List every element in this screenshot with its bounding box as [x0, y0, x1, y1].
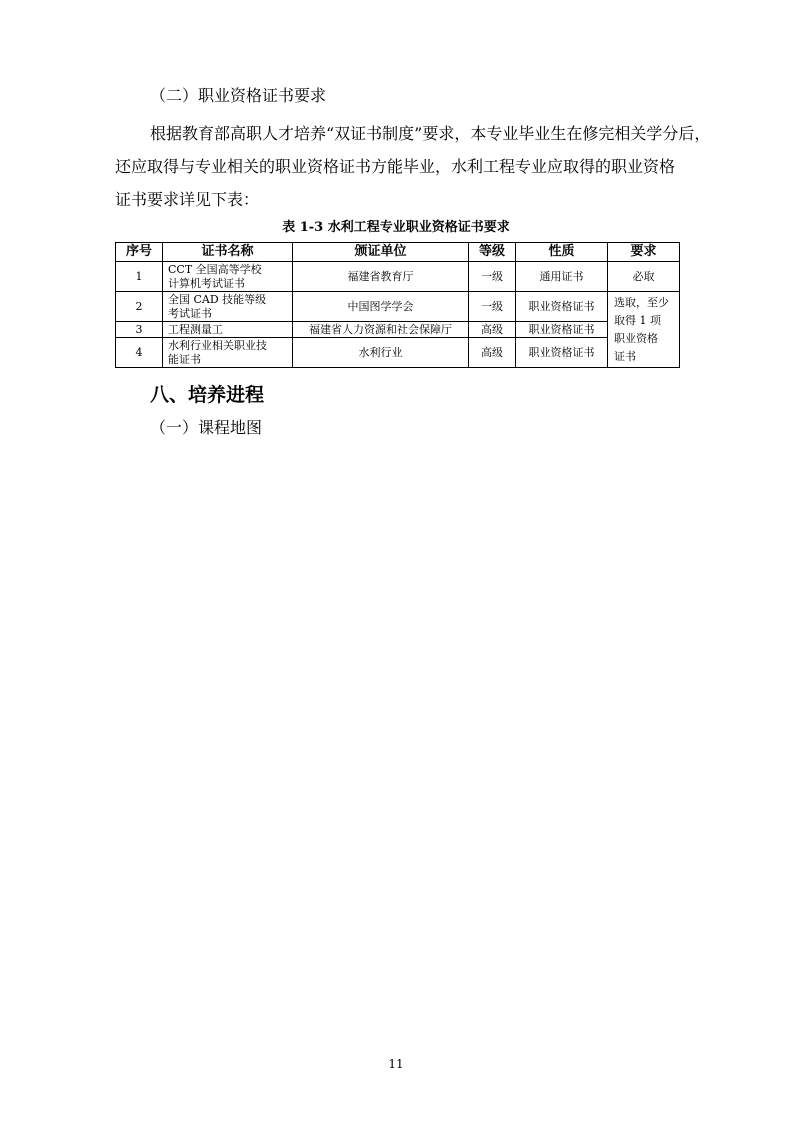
page-number: 11 [388, 1057, 404, 1071]
cell-level: 高级 [469, 322, 516, 338]
cell-cert-name [163, 262, 293, 292]
cell-shared-requirement [608, 292, 680, 368]
table-row [116, 292, 680, 322]
header-level: 等级 [469, 243, 516, 262]
table-caption: 表 1-3 水利工程专业职业资格证书要求 [282, 220, 510, 235]
table-row [116, 338, 680, 368]
cert-name-line: 全国 CAD 技能等级 [168, 292, 267, 306]
cell-no: 2 [116, 292, 163, 322]
requirement-line: 职业资格 [614, 331, 658, 345]
table-row [116, 322, 680, 338]
paragraph-line-2: 还应取得与专业相关的职业资格证书方能毕业，水利工程专业应取得的职业资格 [115, 157, 676, 176]
cell-nature: 职业资格证书 [516, 322, 608, 338]
requirement-line: 证书 [614, 349, 636, 363]
cert-name-line: 考试证书 [168, 306, 212, 320]
cell-requirement: 必取 [608, 262, 680, 292]
cell-issuer: 福建省教育厅 [293, 262, 469, 292]
cell-no: 3 [116, 322, 163, 338]
header-nature: 性质 [516, 243, 608, 262]
cell-nature: 职业资格证书 [516, 338, 608, 368]
chapter-8-title: 八、培养进程 [150, 384, 265, 406]
cert-name-line: 水利行业相关职业技 [168, 338, 267, 352]
cell-level: 一级 [469, 262, 516, 292]
cell-issuer: 中国图学学会 [293, 292, 469, 322]
cert-name-line: 能证书 [168, 352, 201, 366]
cell-nature: 通用证书 [516, 262, 608, 292]
cell-issuer: 福建省人力资源和社会保障厅 [293, 322, 469, 338]
cell-cert-name: 工程测量工 [163, 322, 293, 338]
cert-name-line: 计算机考试证书 [168, 276, 245, 290]
cell-cert-name [163, 338, 293, 368]
certificate-table [115, 242, 680, 368]
cert-name-line: CCT 全国高等学校 [168, 262, 262, 276]
header-no: 序号 [116, 243, 163, 262]
cell-no: 4 [116, 338, 163, 368]
table-header-row [116, 243, 680, 262]
header-issuer: 颁证单位 [293, 243, 469, 262]
header-cert-name: 证书名称 [163, 243, 293, 262]
cell-no: 1 [116, 262, 163, 292]
header-requirement: 要求 [608, 243, 680, 262]
section-2-title: （二）职业资格证书要求 [150, 86, 327, 105]
cell-cert-name [163, 292, 293, 322]
paragraph-line-1: 根据教育部高职人才培养“双证书制度”要求，本专业毕业生在修完相关学分后， [150, 124, 711, 143]
paragraph-line-3: 证书要求详见下表： [115, 190, 260, 209]
requirement-line: 选取，至少 [614, 295, 669, 309]
table-row [116, 262, 680, 292]
cell-nature: 职业资格证书 [516, 292, 608, 322]
cell-issuer: 水利行业 [293, 338, 469, 368]
cell-level: 高级 [469, 338, 516, 368]
requirement-line: 取得 1 项 [614, 313, 661, 327]
cell-level: 一级 [469, 292, 516, 322]
section-1-title: （一）课程地图 [150, 418, 263, 437]
